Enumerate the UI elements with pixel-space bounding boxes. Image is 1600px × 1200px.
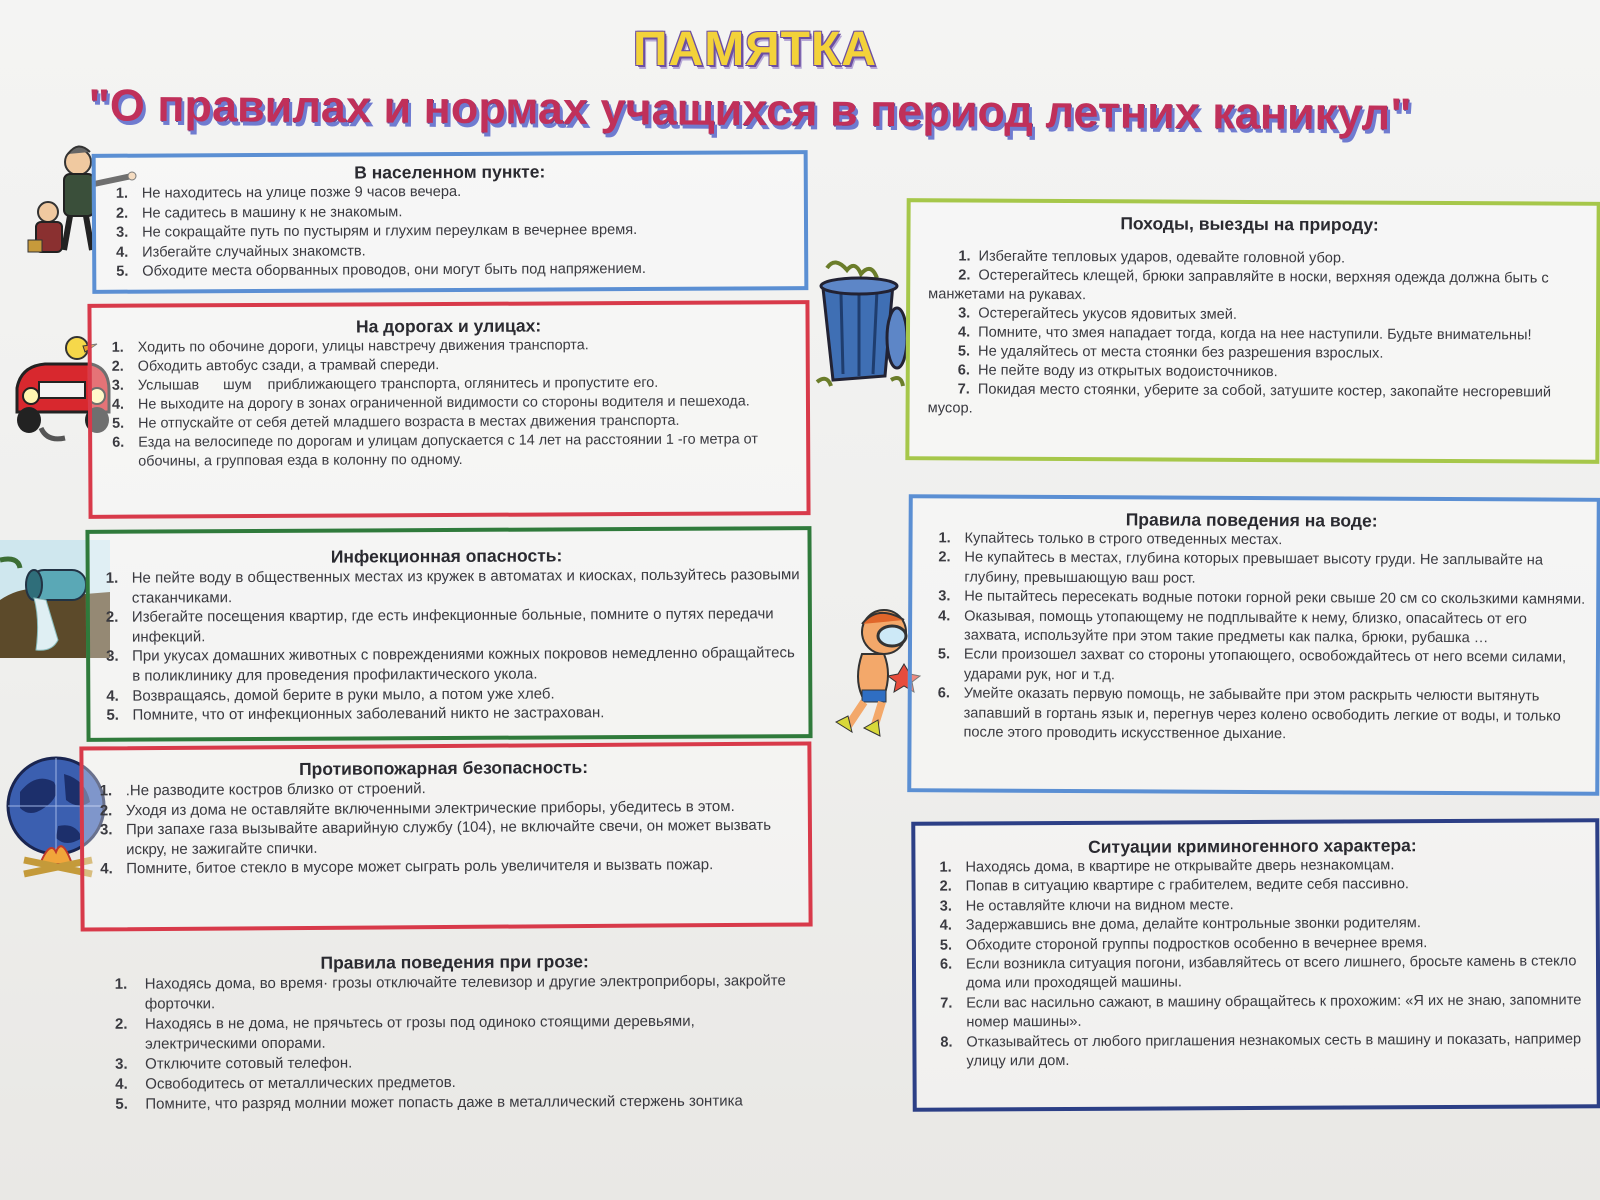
list-item: 6. Не пейте воду из открытых водоисточников.	[957, 362, 1278, 381]
list-item: 4. Помните, битое стекло в мусоре может сыграть роль увеличителя и вызвать пожар.	[100, 856, 714, 878]
list-item: 1. Не находитесь на улице позже 9 часов вечера.	[115, 183, 462, 202]
list-item: 2. Остерегайтесь клещей, брюки заправляйте в носки, верхняя одежда должна быть с манжетами на рукавах.	[928, 267, 1549, 304]
section-heading: Инфекционная опасность:	[330, 545, 563, 567]
section-heading: Ситуации криминогенного характера:	[1088, 835, 1417, 857]
list-item: 6. Умейте оказать первую помощь, не забывайте при этом раскрыть челюсти вытянуть запавший в гортань язык и, перегнув через колено освободить легкие от воды, и только после этого проводить искусственное дыхание.	[937, 685, 1561, 743]
section-heading: Противопожарная безопасность:	[298, 757, 589, 780]
list-item: 7. Если вас насильно сажают, в машину обращайтесь к прохожим: «Я их не знаю, запомните номер машины».	[940, 992, 1582, 1031]
list-item: 3. Отключите сотовый телефон.	[115, 1054, 353, 1073]
list-item: 3. При запахе газа вызывайте аварийную службу (104), не включайте свечи, он может вызвать искру, не зажигайте спички.	[99, 816, 772, 859]
list-item: 4. Не выходите на дорогу в зонах ограниченной видимости со стороны водителя и пешехода.	[111, 393, 750, 413]
list-item: 5. Помните, что от инфекционных заболеваний никто не застрахован.	[106, 704, 605, 724]
poster-subtitle: "О правилах и нормах учащихся в период летних каникул"	[88, 79, 1412, 140]
list-item: 1. Находясь дома, во время· грозы отключайте телевизор и другие электроприборы, закройте форточки.	[114, 972, 786, 1013]
list-item: 3. Не оставляйте ключи на видном месте.	[939, 896, 1234, 915]
poster-title: ПАМЯТКА	[633, 23, 877, 76]
section-heading: В населенном пункте:	[354, 161, 546, 183]
list-item: 3. Услышав шум приближающего транспорта, оглянитесь и пропустите его.	[111, 374, 659, 394]
section-heading: Походы, выезды на природу:	[1120, 213, 1379, 235]
section-storm	[115, 950, 796, 1115]
list-item: 2. Находясь в не дома, не прячьтесь от грозы под одиноко стоящими деревьями, электрическими опорами.	[114, 1012, 695, 1053]
list-item: 1. Не пейте воду в общественных местах из кружек в автоматах и киосках, пользуйтесь разовыми стаканчиками.	[105, 566, 800, 607]
section-water	[907, 494, 1600, 796]
list-item: 4. Освободитесь от металлических предметов.	[115, 1073, 456, 1093]
list-item: 4. Помните, что змея нападает тогда, когда на нее наступили. Будьте внимательны!	[957, 324, 1532, 344]
list-item: 5. Обходите стороной группы подростков особенно в вечернее время.	[939, 934, 1428, 954]
list-item: 3. Остерегайтесь укусов ядовитых змей.	[958, 305, 1238, 323]
section-nature	[905, 198, 1600, 464]
section-heading: На дорогах и улицах:	[355, 315, 542, 337]
list-item: 1. Купайтесь только в строго отведенных местах.	[938, 530, 1283, 549]
section-infection	[85, 526, 812, 742]
list-item: 4. Возвращаясь, домой берите в руки мыло, а потом уже хлеб.	[106, 685, 555, 705]
list-item: 5. Если произошел захват со стороны утопающего, освобождайтесь от него всеми силами, ударами рук, ног и т.д.	[937, 646, 1567, 684]
section-fire	[79, 741, 812, 931]
list-item: 1. Ходить по обочине дороги, улицы навстречу движения транспорта.	[111, 337, 589, 356]
section-settlement	[92, 150, 809, 294]
list-item: 2. Не купайтесь в местах, глубина которых превышает высоту груди. Не заплывайте на глубину, превышающую ваш рост.	[938, 549, 1544, 587]
list-item: 8. Отказывайтесь от любого приглашения незнакомых сесть в машину и показать, например улицу или дом.	[940, 1030, 1582, 1070]
list-item: 4. Избегайте случайных знакомств.	[116, 242, 366, 261]
list-item: 6. Езда на велосипеде по дорогам и улицам допускается с 14 лет на расстоянии 1 -го метра от обочины, а групповая езда в колонну по одному.	[112, 431, 758, 470]
list-item: 4. Оказывая, помощь утопающему не подплывайте к нему, близко, опасайтесь от его захвата, используйте при этом такие предметы как палка, брюки, рубашка …	[938, 607, 1527, 647]
list-item: 5. Помните, что разряд молнии может попасть даже в металлический стержень зонтика	[115, 1092, 743, 1113]
trash-can-icon	[815, 258, 910, 393]
list-item: 2. Не садитесь в машину к не знакомым.	[115, 203, 403, 222]
list-item: 1. .Не разводите костров близко от строений.	[99, 780, 426, 800]
list-item: 2. Обходить автобус сзади, а трамвай спереди.	[111, 357, 440, 375]
list-item: 1. Избегайте тепловых ударов, одевайте головной убор.	[958, 248, 1346, 267]
list-item: 1. Находясь дома, в квартире не открывайте дверь незнакомцам.	[939, 857, 1395, 876]
section-heading: Правила поведения на воде:	[1125, 509, 1378, 531]
list-item: 5. Обходите места оборванных проводов, они могут быть под напряжением.	[116, 260, 646, 280]
list-item: 6. Если возникла ситуация погони, избавляйтесь от всего лишнего, бросьте камень в стекло дома или проходящей машины.	[939, 953, 1577, 992]
list-item: 2. Избегайте посещения квартир, где есть инфекционные больные, помните о путях передачи инфекций.	[105, 605, 774, 646]
list-item: 5. Не удаляйтесь от места стоянки без разрешения взрослых.	[957, 343, 1384, 362]
list-item: 5. Не отпускайте от себя детей младшего возраста в местах движения транспорта.	[112, 412, 680, 432]
list-item: 4. Задержавшись вне дома, делайте контрольные звонки родителям.	[939, 915, 1421, 934]
list-item: 3. При укусах домашних животных с повреждениями кожных покровов немедленно обращайтесь в поликлинику для проведения профилактического укола.	[106, 644, 795, 685]
list-item: 7. Покидая место стоянки, уберите за собой, затушите костер, закопайте несгоревший мусор.	[927, 381, 1552, 417]
list-item: 3. Не пытайтесь пересекать водные потоки горной реки свыше 20 см со скользкими камнями.	[938, 588, 1586, 608]
list-item: 2. Уходя из дома не оставляйте включенными электрические приборы, убедитесь в этом.	[99, 797, 735, 820]
section-roads	[87, 300, 810, 519]
section-crime	[911, 818, 1600, 1112]
list-item: 3. Не сокращайте путь по пустырям и глухим переулкам в вечернее время.	[116, 222, 638, 241]
list-item: 2. Попав в ситуацию квартире с грабителем, ведите себя пассивно.	[939, 876, 1410, 896]
section-heading: Правила поведения при грозе:	[320, 951, 589, 973]
